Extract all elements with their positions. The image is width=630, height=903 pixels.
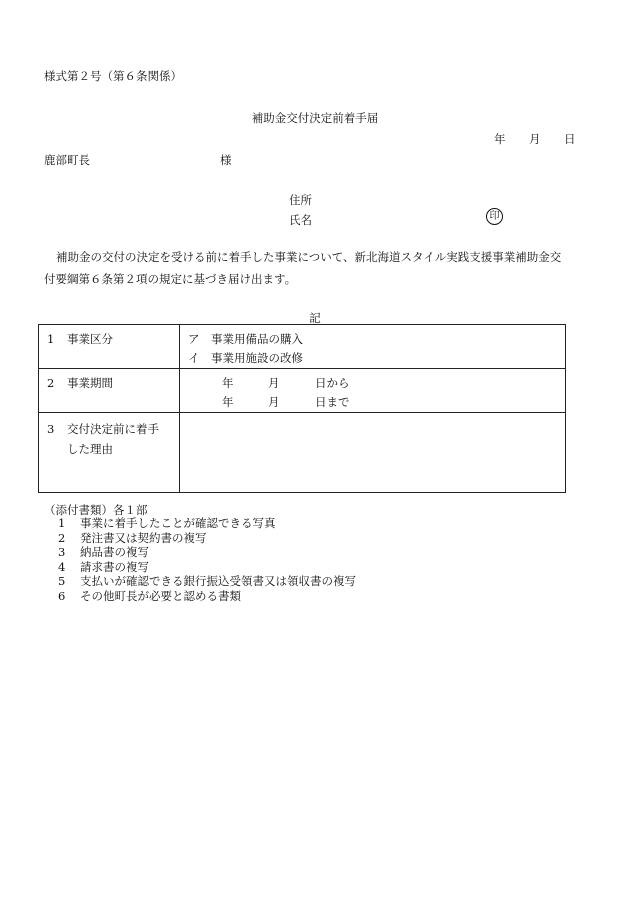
row-number: 3 — [47, 422, 55, 436]
attachments-list — [56, 516, 356, 603]
category-value-cell — [180, 325, 566, 369]
period-to-day: 日まで — [315, 395, 350, 409]
period-from-year: 年 — [222, 376, 234, 390]
period-to-month: 月 — [268, 395, 280, 409]
reason-label-line-2: した理由 — [67, 442, 113, 456]
attachments-heading: （添付書類）各１部 — [44, 503, 148, 517]
table-row-reason — [39, 413, 566, 493]
period-to-year: 年 — [222, 395, 234, 409]
category-option-i: イ 事業用施設の改修 — [188, 351, 303, 365]
period-from — [222, 374, 565, 393]
list-item: 2 発注書又は契約書の複写 — [58, 530, 207, 545]
period-label-cell — [39, 369, 180, 413]
seal-mark: 印 — [486, 208, 503, 225]
period-from-month: 月 — [268, 376, 280, 390]
period-from-day: 日から — [315, 376, 350, 390]
body-line-1: 補助金の交付の決定を受ける前に着手した事業について、新北海道スタイル実践支援事業補助金交 — [56, 250, 562, 264]
category-label: 事業区分 — [67, 332, 113, 346]
list-item: 5 支払いが確認できる銀行振込受領書又は領収書の複写 — [58, 574, 356, 588]
ki-heading: 記 — [309, 311, 321, 325]
table-row-category — [39, 325, 566, 369]
details-table — [38, 324, 566, 493]
table-row-period — [39, 369, 566, 413]
body-text — [44, 246, 576, 290]
period-value-cell — [180, 369, 566, 413]
form-number: 様式第２号（第６条関係） — [44, 69, 182, 83]
list-item: 6 その他町長が必要と認める書類 — [58, 588, 241, 603]
row-number: 1 — [47, 332, 55, 346]
date-month: 月 — [529, 132, 541, 146]
period-to — [222, 393, 565, 412]
reason-label-cell — [39, 413, 180, 493]
list-item: 4 請求書の複写 — [58, 559, 149, 574]
list-item: 3 納品書の複写 — [58, 545, 149, 559]
reason-label-line-1: 交付決定前に着手 — [67, 422, 159, 436]
date-day: 日 — [564, 132, 576, 146]
date-year: 年 — [494, 132, 506, 146]
reason-value-cell[interactable] — [180, 413, 566, 493]
addressee: 鹿部町長 — [44, 153, 90, 167]
period-label: 事業期間 — [67, 376, 113, 390]
body-line-2: 付要綱第６条第２項の規定に基づき届け出ます。 — [44, 272, 297, 286]
honorific: 様 — [220, 153, 232, 167]
list-item: 1 事業に着手したことが確認できる写真 — [58, 516, 276, 530]
category-option-a: ア 事業用備品の購入 — [188, 332, 303, 346]
address-label: 住所 — [289, 193, 312, 207]
document-title: 補助金交付決定前着手届 — [251, 111, 379, 125]
row-number: 2 — [47, 376, 55, 390]
category-label-cell — [39, 325, 180, 369]
name-label: 氏名 — [289, 213, 312, 227]
